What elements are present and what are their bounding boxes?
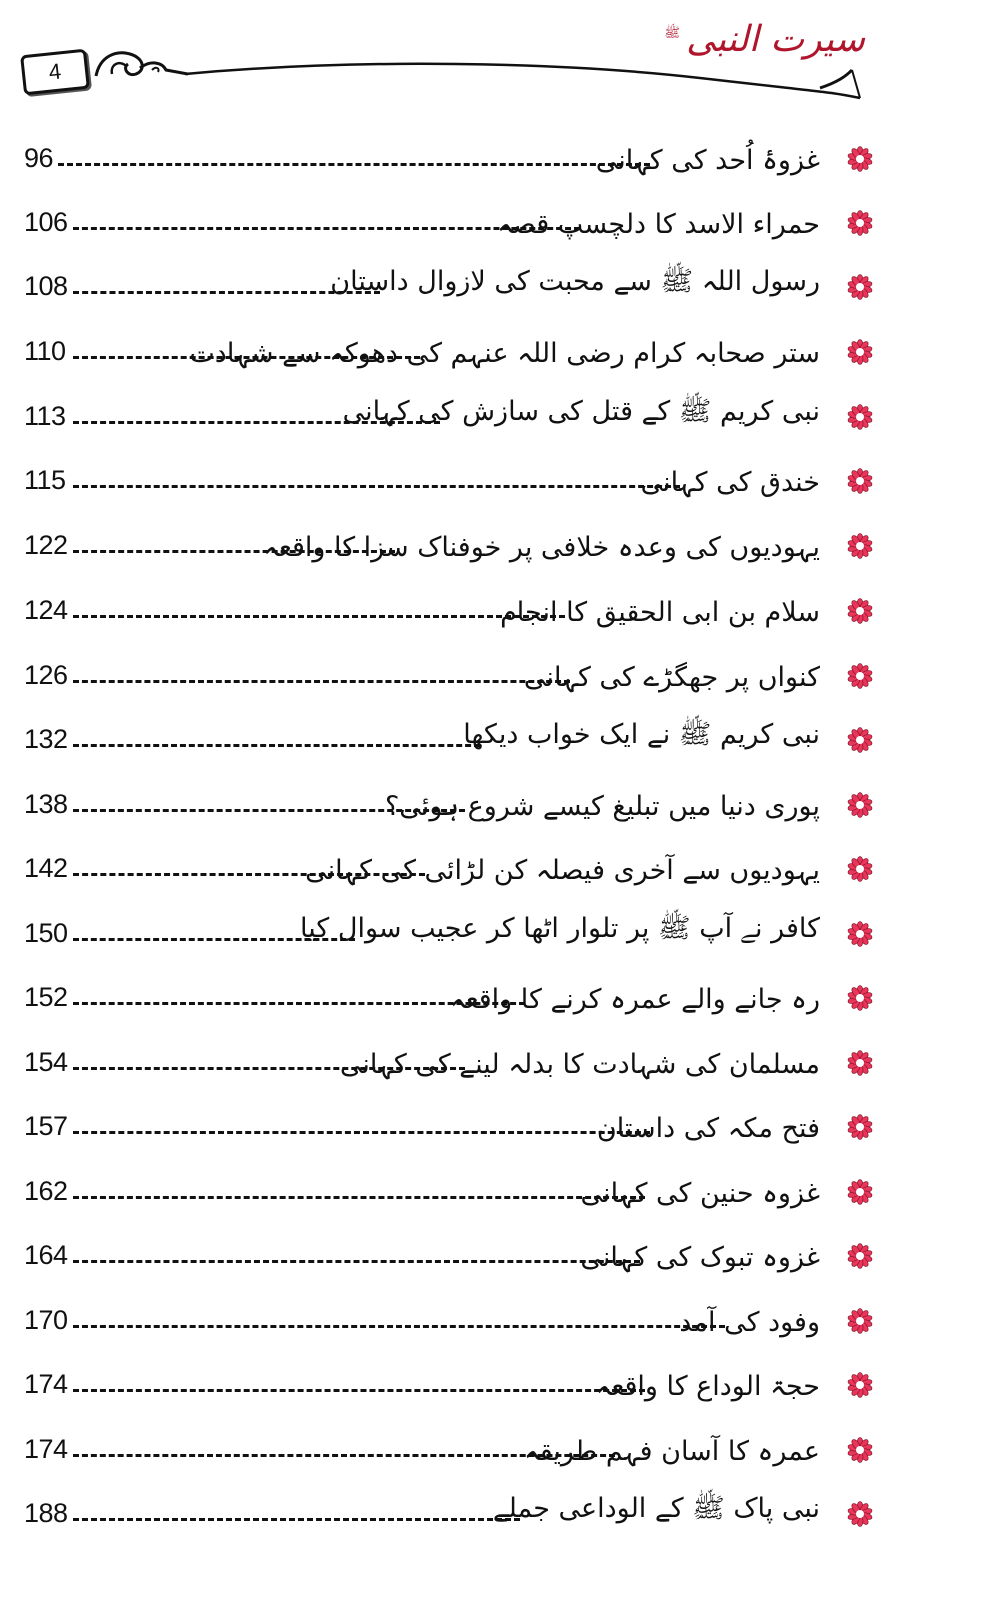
page-number-box: [20, 49, 90, 96]
toc-entry[interactable]: [0, 1473, 1005, 1537]
page-header: [0, 0, 1005, 115]
toc-entry[interactable]: [0, 1086, 1005, 1150]
book-title: سیرت النبی: [686, 19, 865, 60]
toc-entry[interactable]: [0, 635, 1005, 699]
toc-entry-title: مسلمان کی شہادت کا بدلہ لینے کی کہانی: [339, 1049, 820, 1080]
flower-bullet-icon: [847, 1308, 873, 1334]
dotted-leader: [73, 1260, 640, 1263]
toc-entry-title: کنواں پر جھگڑے کی کہانی: [523, 662, 820, 693]
toc-entry-title: رہ جانے والے عمرہ کرنے کا واقعہ: [449, 984, 820, 1015]
toc-entry-title: رسول اللہ ﷺ سے محبت کی لازوال داستان: [330, 266, 820, 297]
toc-entry[interactable]: [0, 1022, 1005, 1086]
toc-entry-title: غزوہ تبوک کی کہانی: [580, 1242, 820, 1273]
toc-entry[interactable]: [0, 699, 1005, 763]
flower-bullet-icon: [847, 146, 873, 172]
toc-page-number: 174: [24, 1369, 68, 1399]
dotted-leader: [73, 485, 680, 488]
toc-entry-title: سلام بن ابی الحقیق کا انجام: [500, 597, 820, 628]
toc-entry-title: حجۃ الوداع کا واقعہ: [595, 1371, 820, 1402]
flower-bullet-icon: [847, 921, 873, 947]
book-title-block: [664, 19, 865, 60]
flower-bullet-icon: [847, 792, 873, 818]
toc-entry-title: وفود کی آمد: [679, 1307, 820, 1338]
dotted-leader: [73, 1389, 645, 1392]
toc-page-number: 126: [24, 660, 68, 690]
toc-entry[interactable]: [0, 893, 1005, 957]
toc-entry[interactable]: [0, 376, 1005, 440]
toc-entry[interactable]: [0, 1409, 1005, 1473]
toc-page-number: 138: [24, 789, 68, 819]
toc-entry[interactable]: [0, 1344, 1005, 1408]
flower-bullet-icon: [847, 1437, 873, 1463]
toc-entry-title: غزوۂ اُحد کی کہانی: [595, 145, 820, 176]
toc-page-number: 122: [24, 530, 68, 560]
flower-bullet-icon: [847, 1114, 873, 1140]
dotted-leader: [73, 744, 480, 747]
toc-page-number: 150: [24, 918, 68, 948]
flower-bullet-icon: [847, 856, 873, 882]
toc-entry-title: خندق کی کہانی: [640, 467, 820, 498]
toc-page-number: 142: [24, 853, 68, 883]
toc-page-number: 106: [24, 207, 68, 237]
flower-bullet-icon: [847, 339, 873, 365]
toc-entry-title: ستر صحابہ کرام رضی اللہ عنہم کی دھوکہ سے شہادت: [189, 338, 820, 369]
toc-page-number: 157: [24, 1111, 68, 1141]
toc-entry[interactable]: [0, 118, 1005, 182]
dotted-leader: [73, 1325, 725, 1328]
toc-entry-title: حمراء الاسد کا دلچسپ قصہ: [497, 209, 820, 240]
flower-bullet-icon: [847, 598, 873, 624]
toc-page-number: 110: [24, 336, 66, 366]
toc-entry-title: پوری دنیا میں تبلیغ کیسے شروع ہوئی؟: [384, 791, 820, 822]
toc-page-number: 154: [24, 1047, 68, 1077]
toc-entry[interactable]: [0, 828, 1005, 892]
dotted-leader: [73, 1131, 650, 1134]
toc-entry[interactable]: [0, 1215, 1005, 1279]
toc-entry[interactable]: [0, 957, 1005, 1021]
flower-bullet-icon: [847, 663, 873, 689]
toc-page-number: 124: [24, 595, 68, 625]
toc-entry-title: نبی کریم ﷺ کے قتل کی سازش کی کہانی: [342, 396, 820, 427]
flower-bullet-icon: [847, 404, 873, 430]
toc-entry[interactable]: [0, 182, 1005, 246]
flower-bullet-icon: [847, 274, 873, 300]
toc-entry-title: عمرہ کا آسان فہم طریقہ: [523, 1436, 820, 1467]
toc-page-number: 108: [24, 271, 68, 301]
toc-page-number: 96: [24, 143, 54, 173]
toc-entry[interactable]: [0, 440, 1005, 504]
dotted-leader: [58, 163, 650, 166]
toc-page-number: 164: [24, 1240, 68, 1270]
toc-page-number: 174: [24, 1434, 68, 1464]
flower-bullet-icon: [847, 1243, 873, 1269]
toc-page-number: 132: [24, 724, 68, 754]
flower-bullet-icon: [847, 985, 873, 1011]
toc-entry-title: غزوہ حنین کی کہانی: [580, 1178, 820, 1209]
toc-page-number: 162: [24, 1176, 68, 1206]
toc-entry-title: نبی پاک ﷺ کے الوداعی جملے: [492, 1493, 820, 1524]
toc-page-number: 115: [24, 465, 66, 495]
honorific-mark: ﷺ: [664, 26, 681, 41]
toc-entry-title: کافر نے آپ ﷺ پر تلوار اٹھا کر عجیب سوال کیا: [300, 913, 820, 944]
toc-page-number: 188: [24, 1498, 68, 1528]
flower-bullet-icon: [847, 210, 873, 236]
dotted-leader: [73, 1518, 520, 1521]
flower-bullet-icon: [847, 1501, 873, 1527]
toc-entry[interactable]: [0, 505, 1005, 569]
ornament-icon: [92, 44, 188, 84]
dotted-leader: [73, 615, 565, 618]
toc-entry[interactable]: [0, 764, 1005, 828]
dotted-leader: [73, 1196, 645, 1199]
toc-page-number: 170: [24, 1305, 68, 1335]
toc-entry-title: یہودیوں کی وعدہ خلافی پر خوفناک سزا کا واقعہ: [263, 532, 820, 563]
flower-bullet-icon: [847, 727, 873, 753]
toc-entry[interactable]: [0, 1151, 1005, 1215]
dotted-leader: [73, 680, 570, 683]
flower-bullet-icon: [847, 468, 873, 494]
toc-page-number: 152: [24, 982, 68, 1012]
flower-bullet-icon: [847, 1179, 873, 1205]
flower-bullet-icon: [847, 533, 873, 559]
flower-bullet-icon: [847, 1372, 873, 1398]
toc-entry-title: یہودیوں سے آخری فیصلہ کن لڑائی کی کہانی: [305, 855, 820, 886]
toc-entry[interactable]: [0, 246, 1005, 310]
toc-entry-title: نبی کریم ﷺ نے ایک خواب دیکھا: [463, 719, 820, 750]
flower-bullet-icon: [847, 1050, 873, 1076]
toc-entry-title: فتح مکہ کی داستان: [596, 1113, 820, 1144]
toc-entry[interactable]: [0, 1280, 1005, 1344]
toc-entry[interactable]: [0, 311, 1005, 375]
page-number: 4: [47, 58, 63, 85]
toc-page-number: 113: [24, 401, 66, 431]
toc-entry[interactable]: [0, 570, 1005, 634]
